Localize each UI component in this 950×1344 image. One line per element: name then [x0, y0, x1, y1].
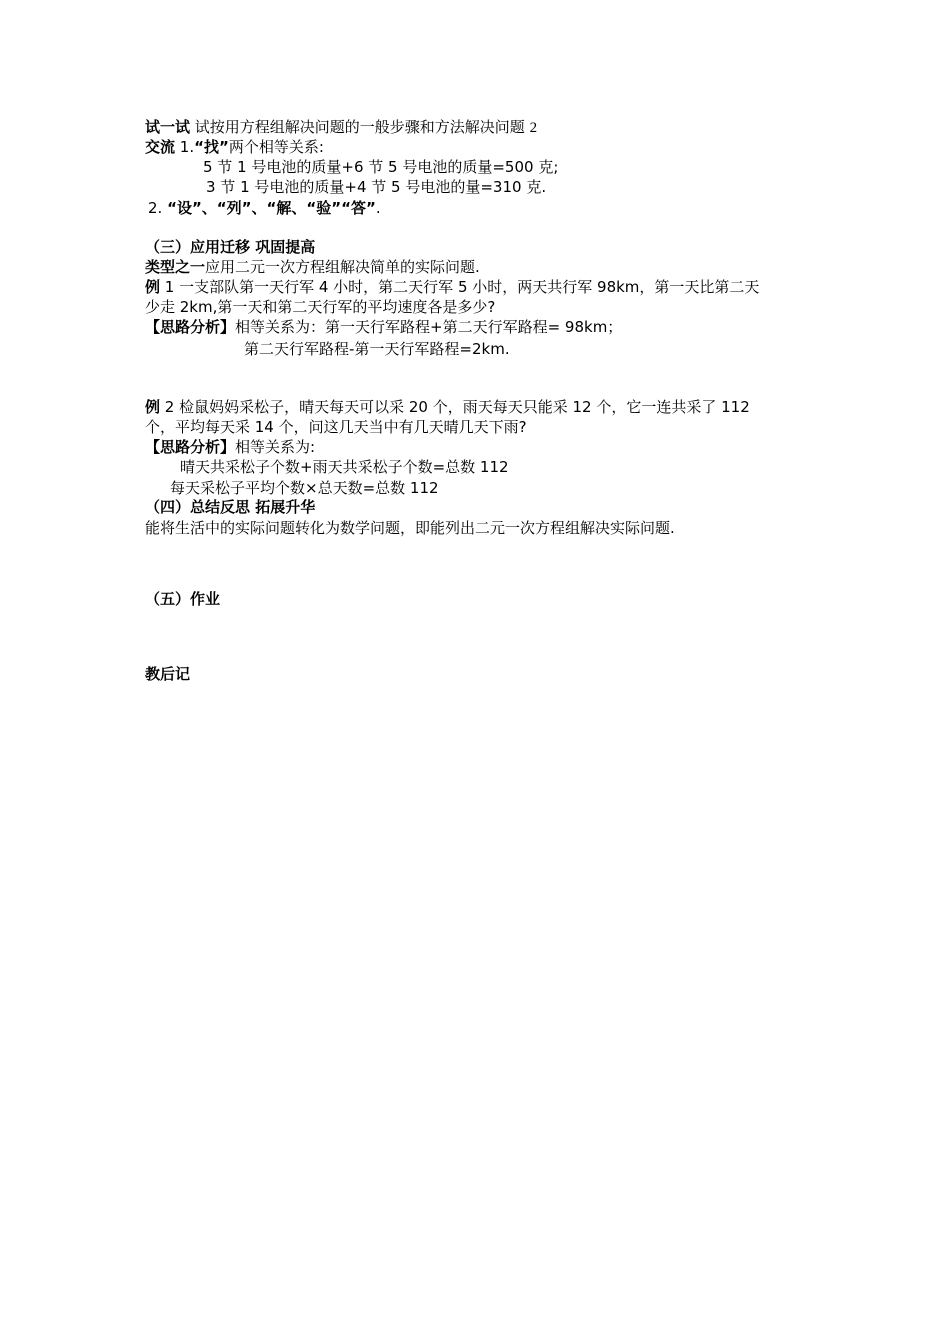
example2-line1	[145, 398, 750, 416]
example2-line2: 个，平均每天采 14 个，问这几天当中有几天晴几天下雨?	[145, 418, 527, 436]
example2-text1: 2 检鼠妈妈采松子，晴天每天可以采 20 个，雨天每天只能采 12 个，它一连共采了 112	[160, 398, 750, 416]
exchange-item2-bold: “设”、“列”、“解、“验”“答”	[167, 199, 376, 217]
example2-relation1: 晴天共采松子个数+雨天共采松子个数=总数 112	[180, 458, 509, 476]
try-it-label: 试一试	[145, 118, 191, 136]
section4-text: 能将生活中的实际问题转化为数学问题，即能列出二元一次方程组解决实际问题.	[145, 519, 675, 537]
battery-relation-2: 3 节 1 号电池的质量+4 节 5 号电池的量=310 克.	[206, 178, 547, 196]
exchange-line	[145, 138, 324, 156]
example1-analysis-label: 【思路分析】	[145, 318, 236, 336]
exchange-item2-end: .	[375, 199, 381, 217]
exchange-item2-prefix: 2.	[148, 199, 163, 217]
type-line	[145, 258, 480, 276]
exchange-item1-bold: “找”	[194, 138, 229, 156]
example1-label: 例	[145, 278, 161, 296]
example1-line1	[145, 278, 759, 296]
example2-analysis-label: 【思路分析】	[145, 438, 236, 456]
battery-relation-1: 5 节 1 号电池的质量+6 节 5 号电池的质量=500 克;	[203, 158, 559, 176]
example2-label: 例	[145, 398, 161, 416]
example1-analysis-line1	[145, 318, 622, 336]
exchange-item1-prefix: 1.	[175, 138, 195, 156]
exchange-label: 交流	[145, 138, 176, 156]
exchange-item1-text: 两个相等关系:	[228, 138, 324, 156]
section5-heading: （五）作业	[145, 590, 221, 608]
type-label: 类型之一	[145, 258, 206, 276]
try-it-number: 2	[529, 120, 538, 136]
afterword-heading: 教后记	[145, 665, 191, 683]
example1-analysis1: 相等关系为：第一天行军路程+第二天行军路程= 98km；	[235, 318, 623, 336]
example2-analysis-intro: 相等关系为:	[235, 438, 316, 456]
try-it-line	[145, 118, 537, 137]
example1-line2: 少走 2km,第一天和第二天行军的平均速度各是多少?	[145, 298, 496, 316]
example1-text1: 1 一支部队第一天行军 4 小时，第二天行军 5 小时，两天共行军 98km，第一天比第二天	[160, 278, 760, 296]
example2-relation2: 每天采松子平均个数×总天数=总数 112	[170, 479, 439, 497]
section3-heading: （三）应用迁移 巩固提高	[145, 238, 316, 256]
section4-heading: （四）总结反思 拓展升华	[145, 498, 316, 516]
type-text: 应用二元一次方程组解决简单的实际问题.	[205, 258, 480, 276]
exchange-item2	[148, 199, 381, 217]
example1-analysis2: 第二天行军路程-第一天行军路程=2km.	[244, 340, 510, 358]
example2-analysis-line	[145, 438, 315, 456]
try-it-text: 试按用方程组解决问题的一般步骤和方法解决问题	[190, 118, 525, 136]
